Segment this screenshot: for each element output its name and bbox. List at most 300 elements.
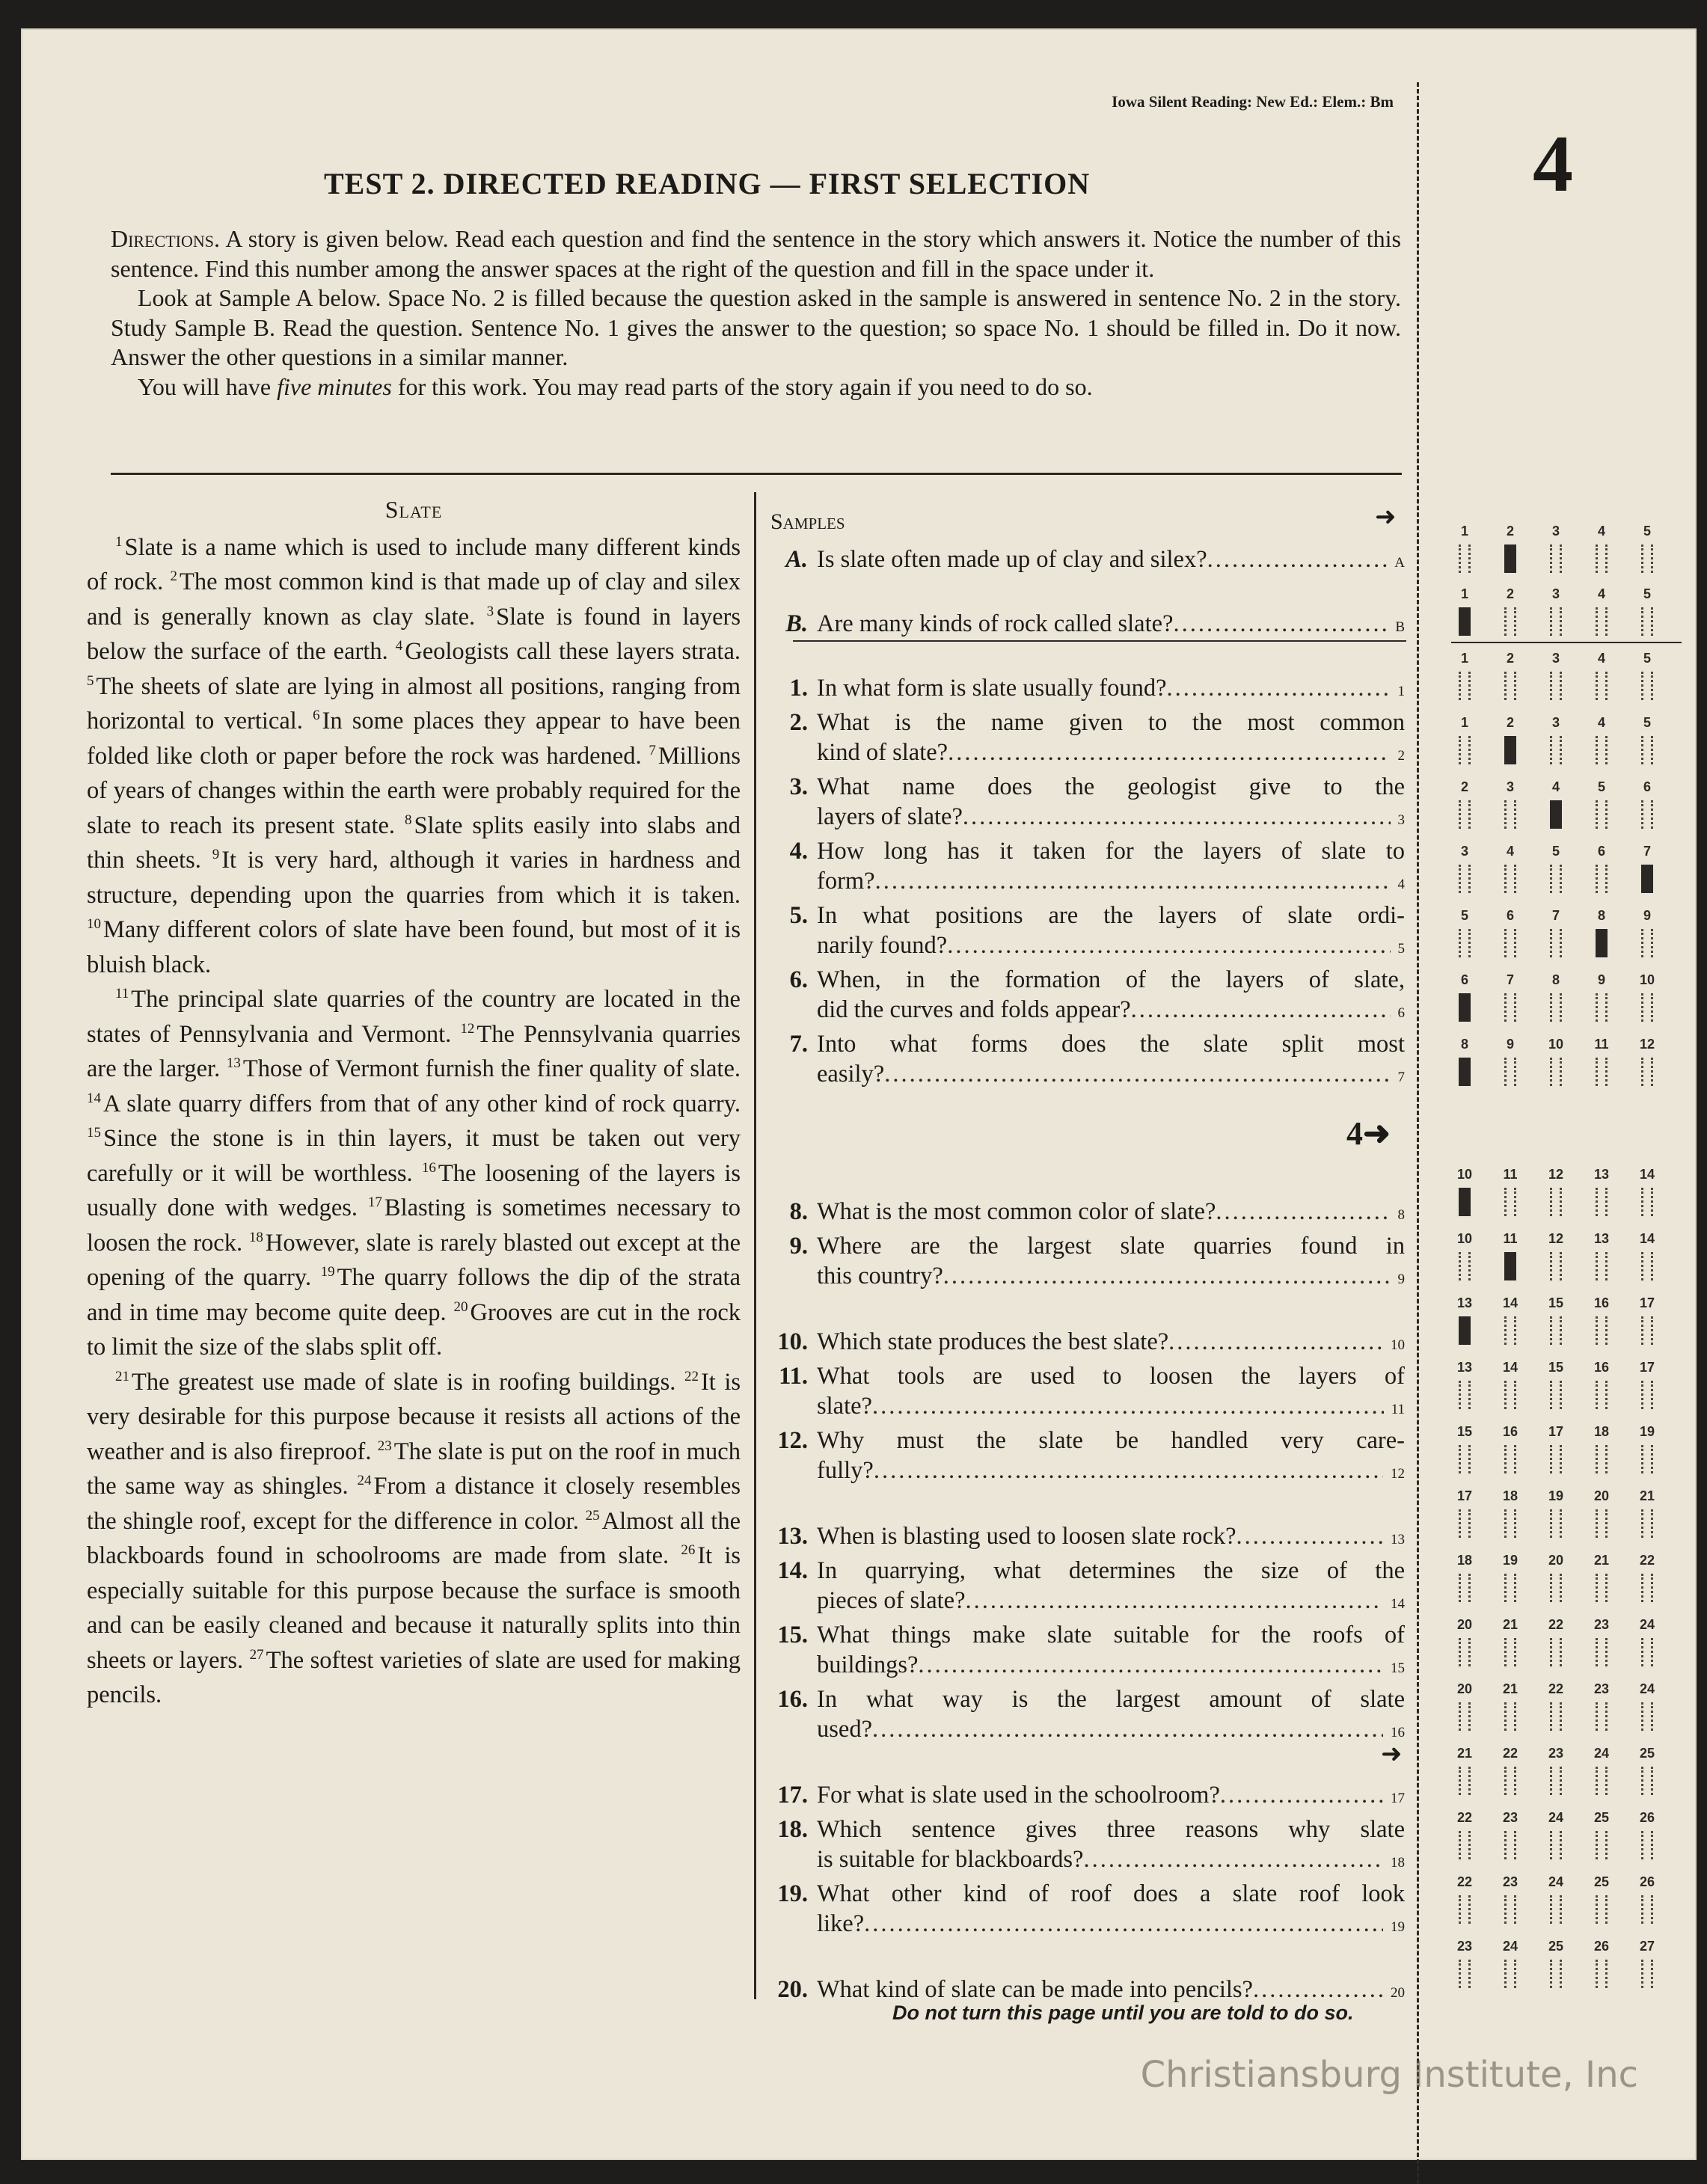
answer-bubble[interactable] bbox=[1641, 1574, 1653, 1602]
answer-space[interactable] bbox=[1542, 651, 1587, 703]
answer-bubble[interactable] bbox=[1459, 1960, 1471, 1988]
answer-space-label: 23 bbox=[1502, 1874, 1518, 1889]
answer-space[interactable] bbox=[1634, 1617, 1679, 1669]
answer-space[interactable] bbox=[1588, 1231, 1633, 1283]
answer-space[interactable] bbox=[1497, 1553, 1542, 1605]
answer-space[interactable] bbox=[1497, 1167, 1542, 1219]
answer-bubble[interactable] bbox=[1641, 1252, 1653, 1280]
answer-space-label: 1 bbox=[1460, 651, 1468, 666]
question-number: 13. bbox=[777, 1523, 808, 1550]
answer-space[interactable] bbox=[1542, 1939, 1587, 1991]
answer-bubble[interactable] bbox=[1596, 1638, 1608, 1666]
answer-bubble[interactable] bbox=[1641, 736, 1653, 764]
answer-space[interactable] bbox=[1588, 651, 1633, 703]
answer-bubble[interactable] bbox=[1641, 1188, 1653, 1216]
answer-space[interactable] bbox=[1634, 524, 1679, 576]
answer-ref: 11 bbox=[1391, 1402, 1405, 1417]
answer-space-label: 23 bbox=[1548, 1746, 1564, 1761]
answer-bubble[interactable] bbox=[1596, 865, 1608, 893]
answer-space-label: 23 bbox=[1456, 1939, 1473, 1954]
answer-bubble[interactable] bbox=[1459, 1316, 1471, 1345]
answer-space-label: 14 bbox=[1502, 1295, 1518, 1310]
answer-space[interactable] bbox=[1451, 1874, 1496, 1927]
answer-bubble[interactable] bbox=[1641, 1058, 1653, 1086]
answer-space[interactable] bbox=[1451, 1681, 1496, 1734]
answer-space[interactable] bbox=[1451, 908, 1496, 960]
answer-space-label: 21 bbox=[1502, 1617, 1518, 1632]
answer-space[interactable] bbox=[1588, 1939, 1633, 1991]
sentence-number: 5 bbox=[87, 672, 94, 689]
answer-bubble[interactable] bbox=[1550, 607, 1562, 636]
answer-space[interactable] bbox=[1451, 1295, 1496, 1348]
answer-space[interactable] bbox=[1588, 1617, 1633, 1669]
answer-ref: 17 bbox=[1391, 1791, 1405, 1806]
answer-bubble[interactable] bbox=[1550, 1252, 1562, 1280]
sentence: The most common kind is that made up of clay and silex and is generally known as clay slate. bbox=[87, 568, 741, 631]
answer-space[interactable] bbox=[1588, 908, 1633, 960]
answer-space[interactable] bbox=[1497, 1939, 1542, 1991]
answer-space[interactable] bbox=[1451, 651, 1496, 703]
answer-space[interactable] bbox=[1542, 1167, 1587, 1219]
answer-bubble[interactable] bbox=[1596, 1509, 1608, 1538]
answer-space-label: 21 bbox=[1502, 1681, 1518, 1696]
answer-bubble[interactable] bbox=[1596, 1960, 1608, 1988]
answer-bubble[interactable] bbox=[1459, 1895, 1471, 1924]
answer-bubble[interactable] bbox=[1504, 1702, 1516, 1731]
answer-space-label: 13 bbox=[1593, 1167, 1610, 1182]
answer-space[interactable] bbox=[1451, 1037, 1496, 1089]
answer-bubble[interactable] bbox=[1550, 1895, 1562, 1924]
answer-space-label: 11 bbox=[1503, 1167, 1518, 1182]
answer-bubble[interactable] bbox=[1459, 1381, 1471, 1409]
answer-space[interactable] bbox=[1451, 1939, 1496, 1991]
answer-space-label: 5 bbox=[1643, 715, 1651, 730]
answer-bubble[interactable] bbox=[1459, 1188, 1471, 1216]
question-number: 4. bbox=[789, 838, 808, 865]
answer-bubble[interactable] bbox=[1504, 1960, 1516, 1988]
answer-bubble[interactable] bbox=[1596, 1058, 1608, 1086]
answer-bubble[interactable] bbox=[1459, 1058, 1471, 1086]
answer-space[interactable] bbox=[1634, 586, 1679, 639]
answer-space[interactable] bbox=[1451, 1488, 1496, 1541]
answer-space-label: 3 bbox=[1551, 651, 1560, 666]
answer-space[interactable] bbox=[1497, 908, 1542, 960]
answer-space[interactable] bbox=[1588, 844, 1633, 896]
answer-space[interactable] bbox=[1542, 1617, 1587, 1669]
answer-space[interactable] bbox=[1497, 1424, 1542, 1476]
answer-space[interactable] bbox=[1497, 586, 1542, 639]
answer-bubble[interactable] bbox=[1550, 1509, 1562, 1538]
answer-space[interactable] bbox=[1634, 844, 1679, 896]
answer-space[interactable] bbox=[1497, 715, 1542, 767]
answer-bubble[interactable] bbox=[1641, 1767, 1653, 1795]
answer-bubble[interactable] bbox=[1641, 1316, 1653, 1345]
answer-bubble[interactable] bbox=[1641, 1960, 1653, 1988]
sentence: Blasting is sometimes necessary to loosen the rock. bbox=[87, 1194, 741, 1257]
answer-bubble[interactable] bbox=[1504, 1831, 1516, 1859]
answer-bubble[interactable] bbox=[1504, 736, 1516, 764]
answer-space[interactable] bbox=[1588, 1553, 1633, 1605]
answer-space[interactable] bbox=[1588, 1488, 1633, 1541]
answer-space[interactable] bbox=[1542, 779, 1587, 832]
answer-bubble[interactable] bbox=[1504, 1767, 1516, 1795]
answer-space[interactable] bbox=[1542, 1231, 1587, 1283]
story-paragraph bbox=[87, 1365, 741, 1713]
answer-bubble[interactable] bbox=[1641, 607, 1653, 636]
answer-space[interactable] bbox=[1634, 1167, 1679, 1219]
answer-space[interactable] bbox=[1497, 1488, 1542, 1541]
answer-space[interactable] bbox=[1451, 1360, 1496, 1412]
question-number: B. bbox=[785, 610, 808, 637]
answer-space[interactable] bbox=[1588, 1167, 1633, 1219]
sentence: The slate is put on the roof in much the same way as shingles. bbox=[87, 1438, 741, 1500]
answer-bubble[interactable] bbox=[1459, 545, 1471, 573]
answer-space[interactable] bbox=[1588, 972, 1633, 1025]
answer-space[interactable] bbox=[1451, 1617, 1496, 1669]
answer-space[interactable] bbox=[1634, 1746, 1679, 1798]
answer-bubble[interactable] bbox=[1504, 1058, 1516, 1086]
answer-bubble[interactable] bbox=[1459, 865, 1471, 893]
answer-bubble[interactable] bbox=[1504, 929, 1516, 957]
answer-space[interactable] bbox=[1588, 586, 1633, 639]
sentence: From a distance it closely resembles the shingle roof, except for the difference in color. bbox=[87, 1473, 741, 1535]
sentence-number: 16 bbox=[421, 1159, 436, 1176]
answer-bubble[interactable] bbox=[1504, 1316, 1516, 1345]
answer-bubble[interactable] bbox=[1459, 1252, 1471, 1280]
answer-bubble[interactable] bbox=[1596, 1252, 1608, 1280]
sentence-number: 2 bbox=[170, 568, 177, 585]
sentence-number: 7 bbox=[649, 742, 656, 758]
answer-space[interactable] bbox=[1497, 972, 1542, 1025]
answer-space[interactable] bbox=[1634, 1681, 1679, 1734]
answer-bubble[interactable] bbox=[1596, 1831, 1608, 1859]
answer-bubble[interactable] bbox=[1596, 929, 1608, 957]
answer-space[interactable] bbox=[1542, 844, 1587, 896]
answer-row bbox=[1451, 1939, 1676, 1991]
answer-bubble[interactable] bbox=[1459, 1509, 1471, 1538]
answer-space[interactable] bbox=[1542, 1037, 1587, 1089]
answer-bubble[interactable] bbox=[1596, 1381, 1608, 1409]
answer-bubble[interactable] bbox=[1550, 1574, 1562, 1602]
question-number: 14. bbox=[777, 1557, 808, 1584]
answer-bubble[interactable] bbox=[1641, 1895, 1653, 1924]
answer-bubble[interactable] bbox=[1596, 736, 1608, 764]
answer-space[interactable] bbox=[1634, 1810, 1679, 1862]
answer-space[interactable] bbox=[1634, 715, 1679, 767]
answer-space[interactable] bbox=[1634, 1231, 1679, 1283]
answer-space[interactable] bbox=[1497, 524, 1542, 576]
answer-space[interactable] bbox=[1451, 1424, 1496, 1476]
answer-bubble[interactable] bbox=[1459, 1767, 1471, 1795]
sentence-number: 14 bbox=[87, 1090, 101, 1106]
answer-bubble[interactable] bbox=[1550, 1960, 1562, 1988]
sentence-number: 17 bbox=[367, 1194, 382, 1211]
answer-ref: 7 bbox=[1397, 1070, 1405, 1085]
answer-bubble[interactable] bbox=[1459, 1638, 1471, 1666]
answer-space[interactable] bbox=[1542, 1553, 1587, 1605]
answer-space[interactable] bbox=[1542, 1681, 1587, 1734]
answer-space-label: 2 bbox=[1460, 779, 1468, 794]
answer-bubble[interactable] bbox=[1596, 1895, 1608, 1924]
answer-bubble[interactable] bbox=[1504, 1895, 1516, 1924]
answer-space[interactable] bbox=[1497, 1746, 1542, 1798]
answer-space-label: 3 bbox=[1551, 715, 1560, 730]
answer-space[interactable] bbox=[1634, 1424, 1679, 1476]
answer-bubble[interactable] bbox=[1504, 1574, 1516, 1602]
answer-bubble[interactable] bbox=[1641, 1702, 1653, 1731]
answer-space-label: 24 bbox=[1639, 1617, 1655, 1632]
answer-space[interactable] bbox=[1588, 1810, 1633, 1862]
answer-space[interactable] bbox=[1497, 1617, 1542, 1669]
answer-bubble[interactable] bbox=[1641, 1831, 1653, 1859]
answer-space-label: 6 bbox=[1643, 779, 1651, 794]
answer-bubble[interactable] bbox=[1550, 1638, 1562, 1666]
answer-ref: B bbox=[1395, 619, 1405, 635]
answer-space[interactable] bbox=[1588, 1295, 1633, 1348]
answer-space[interactable] bbox=[1497, 1360, 1542, 1412]
answer-bubble[interactable] bbox=[1550, 1767, 1562, 1795]
answer-space[interactable] bbox=[1451, 586, 1496, 639]
answer-space[interactable] bbox=[1542, 1488, 1587, 1541]
answer-space-label: 13 bbox=[1593, 1231, 1610, 1246]
story-paragraphs bbox=[87, 530, 741, 1713]
answer-bubble[interactable] bbox=[1459, 800, 1471, 829]
answer-space-label: 9 bbox=[1597, 972, 1605, 987]
answer-bubble[interactable] bbox=[1641, 1509, 1653, 1538]
answer-space-label: 21 bbox=[1456, 1746, 1473, 1761]
answer-bubble[interactable] bbox=[1504, 1445, 1516, 1473]
answer-space-label: 17 bbox=[1639, 1360, 1655, 1375]
answer-bubble[interactable] bbox=[1596, 800, 1608, 829]
answer-space[interactable] bbox=[1588, 1424, 1633, 1476]
answer-space[interactable] bbox=[1497, 779, 1542, 832]
answer-space[interactable] bbox=[1451, 779, 1496, 832]
sentence-number: 20 bbox=[453, 1298, 468, 1315]
answer-space-label: 10 bbox=[1639, 972, 1655, 987]
answer-bubble[interactable] bbox=[1459, 929, 1471, 957]
answer-bubble[interactable] bbox=[1504, 865, 1516, 893]
answer-bubble[interactable] bbox=[1596, 1702, 1608, 1731]
answer-bubble[interactable] bbox=[1504, 1188, 1516, 1216]
question-number: 1. bbox=[789, 675, 808, 702]
answer-space[interactable] bbox=[1542, 972, 1587, 1025]
answer-space[interactable] bbox=[1634, 1037, 1679, 1089]
answer-space-label: 20 bbox=[1548, 1553, 1564, 1568]
answer-bubble[interactable] bbox=[1504, 1381, 1516, 1409]
answer-bubble[interactable] bbox=[1596, 1445, 1608, 1473]
answer-bubble[interactable] bbox=[1641, 672, 1653, 700]
answer-bubble[interactable] bbox=[1504, 607, 1516, 636]
answer-space[interactable] bbox=[1451, 1167, 1496, 1219]
answer-bubble[interactable] bbox=[1550, 1381, 1562, 1409]
answer-space[interactable] bbox=[1634, 1488, 1679, 1541]
answer-row bbox=[1451, 1295, 1676, 1348]
answer-space[interactable] bbox=[1497, 1874, 1542, 1927]
answer-space[interactable] bbox=[1588, 1037, 1633, 1089]
answer-space[interactable] bbox=[1542, 1746, 1587, 1798]
answer-bubble[interactable] bbox=[1459, 1445, 1471, 1473]
answer-bubble[interactable] bbox=[1550, 1445, 1562, 1473]
answer-space[interactable] bbox=[1634, 1939, 1679, 1991]
answer-space[interactable] bbox=[1634, 779, 1679, 832]
answer-space[interactable] bbox=[1542, 715, 1587, 767]
answer-bubble[interactable] bbox=[1550, 929, 1562, 957]
answer-space[interactable] bbox=[1497, 1810, 1542, 1862]
answer-bubble[interactable] bbox=[1596, 607, 1608, 636]
answer-row bbox=[1451, 1681, 1676, 1734]
sentence-number: 23 bbox=[377, 1438, 392, 1454]
samples-label: Samples bbox=[770, 509, 845, 534]
answer-bubble[interactable] bbox=[1641, 545, 1653, 573]
arrow-right-icon: ➜ bbox=[1375, 503, 1397, 531]
question-number: 17. bbox=[777, 1782, 808, 1809]
answer-row bbox=[1451, 1874, 1676, 1927]
answer-space-label: 5 bbox=[1643, 586, 1651, 601]
answer-bubble[interactable] bbox=[1504, 800, 1516, 829]
answer-bubble[interactable] bbox=[1459, 1702, 1471, 1731]
answer-space-label: 17 bbox=[1639, 1295, 1655, 1310]
answer-space[interactable] bbox=[1588, 1360, 1633, 1412]
answer-bubble[interactable] bbox=[1641, 1638, 1653, 1666]
answer-space[interactable] bbox=[1542, 1424, 1587, 1476]
answer-space[interactable] bbox=[1451, 524, 1496, 576]
answer-bubble[interactable] bbox=[1504, 1638, 1516, 1666]
answer-space[interactable] bbox=[1542, 1360, 1587, 1412]
answer-bubble[interactable] bbox=[1504, 1252, 1516, 1280]
answer-bubble[interactable] bbox=[1550, 1702, 1562, 1731]
answer-space-label: 12 bbox=[1548, 1167, 1564, 1182]
answer-bubble[interactable] bbox=[1459, 736, 1471, 764]
answer-bubble[interactable] bbox=[1459, 993, 1471, 1022]
answer-space[interactable] bbox=[1634, 908, 1679, 960]
answer-ref: 6 bbox=[1397, 1005, 1405, 1021]
answer-bubble[interactable] bbox=[1550, 1058, 1562, 1086]
answer-bubble[interactable] bbox=[1550, 993, 1562, 1022]
answer-space-label: 18 bbox=[1502, 1488, 1518, 1503]
answer-space-label: 24 bbox=[1639, 1681, 1655, 1696]
answer-bubble[interactable] bbox=[1459, 607, 1471, 636]
answer-bubble[interactable] bbox=[1596, 1188, 1608, 1216]
column-divider bbox=[754, 492, 756, 1999]
answer-space[interactable] bbox=[1588, 1681, 1633, 1734]
answer-space[interactable] bbox=[1497, 1295, 1542, 1348]
answer-space[interactable] bbox=[1634, 1874, 1679, 1927]
answer-space[interactable] bbox=[1588, 779, 1633, 832]
answer-bubble[interactable] bbox=[1641, 993, 1653, 1022]
sentence-number: 10 bbox=[87, 916, 101, 933]
answer-space[interactable] bbox=[1542, 524, 1587, 576]
answer-space[interactable] bbox=[1451, 1553, 1496, 1605]
answer-bubble[interactable] bbox=[1550, 1316, 1562, 1345]
answer-space[interactable] bbox=[1542, 1810, 1587, 1862]
answer-bubble[interactable] bbox=[1596, 993, 1608, 1022]
answer-space[interactable] bbox=[1542, 908, 1587, 960]
answer-row bbox=[1451, 524, 1676, 576]
answer-space[interactable] bbox=[1451, 972, 1496, 1025]
answer-bubble[interactable] bbox=[1550, 1188, 1562, 1216]
answer-bubble[interactable] bbox=[1641, 1445, 1653, 1473]
answer-space[interactable] bbox=[1542, 586, 1587, 639]
answer-bubble[interactable] bbox=[1459, 672, 1471, 700]
answer-space[interactable] bbox=[1497, 844, 1542, 896]
answer-space[interactable] bbox=[1497, 1037, 1542, 1089]
answer-space[interactable] bbox=[1451, 844, 1496, 896]
answer-bubble[interactable] bbox=[1459, 1574, 1471, 1602]
answer-space[interactable] bbox=[1542, 1874, 1587, 1927]
answer-space[interactable] bbox=[1634, 1553, 1679, 1605]
answer-bubble[interactable] bbox=[1550, 672, 1562, 700]
answer-bubble[interactable] bbox=[1596, 672, 1608, 700]
sentence: It is especially suitable for this purpose because the surface is smooth and can be easily cleaned and because it naturally splits into thin sheets or layers. bbox=[87, 1542, 741, 1674]
answer-bubble[interactable] bbox=[1596, 545, 1608, 573]
answer-ref: 12 bbox=[1391, 1466, 1405, 1482]
sentence: Slate splits easily into slabs and thin sheets. bbox=[87, 812, 741, 874]
answer-bubble[interactable] bbox=[1550, 865, 1562, 893]
answer-bubble[interactable] bbox=[1504, 545, 1516, 573]
answer-space[interactable] bbox=[1588, 1874, 1633, 1927]
answer-space-label: 10 bbox=[1456, 1167, 1473, 1182]
test-title: TEST 2. DIRECTED READING — FIRST SELECTION bbox=[324, 167, 1091, 200]
question-number: 15. bbox=[777, 1622, 808, 1648]
answer-space[interactable] bbox=[1451, 1231, 1496, 1283]
answer-bubble[interactable] bbox=[1641, 800, 1653, 829]
answer-space-label: 12 bbox=[1639, 1037, 1655, 1052]
answer-space[interactable] bbox=[1451, 715, 1496, 767]
answer-bubble[interactable] bbox=[1596, 1574, 1608, 1602]
answer-space[interactable] bbox=[1588, 1746, 1633, 1798]
answer-bubble[interactable] bbox=[1550, 545, 1562, 573]
answer-space[interactable] bbox=[1542, 1295, 1587, 1348]
answer-space[interactable] bbox=[1497, 651, 1542, 703]
answer-space[interactable] bbox=[1634, 972, 1679, 1025]
question-number: 2. bbox=[789, 709, 808, 736]
answer-bubble[interactable] bbox=[1550, 736, 1562, 764]
answer-bubble[interactable] bbox=[1641, 929, 1653, 957]
answer-bubble[interactable] bbox=[1550, 800, 1562, 829]
answer-space[interactable] bbox=[1451, 1746, 1496, 1798]
answer-space[interactable] bbox=[1588, 715, 1633, 767]
answer-space-label: 5 bbox=[1643, 651, 1651, 666]
sentence: Geologists call these layers strata. bbox=[405, 638, 741, 665]
answer-space[interactable] bbox=[1634, 1360, 1679, 1412]
answer-bubble[interactable] bbox=[1504, 993, 1516, 1022]
answer-bubble[interactable] bbox=[1641, 865, 1653, 893]
answer-space[interactable] bbox=[1497, 1231, 1542, 1283]
answer-space-label: 22 bbox=[1639, 1553, 1655, 1568]
answer-space-label: 20 bbox=[1456, 1681, 1473, 1696]
answer-space-label: 24 bbox=[1548, 1874, 1564, 1889]
answer-space[interactable] bbox=[1634, 1295, 1679, 1348]
answer-space-label: 14 bbox=[1639, 1167, 1655, 1182]
answer-space[interactable] bbox=[1497, 1681, 1542, 1734]
answer-space[interactable] bbox=[1451, 1810, 1496, 1862]
answer-space[interactable] bbox=[1634, 651, 1679, 703]
answer-bubble[interactable] bbox=[1550, 1831, 1562, 1859]
answer-bubble[interactable] bbox=[1504, 672, 1516, 700]
answer-bubble[interactable] bbox=[1596, 1767, 1608, 1795]
answer-bubble[interactable] bbox=[1504, 1509, 1516, 1538]
answer-space-label: 25 bbox=[1593, 1874, 1610, 1889]
question-number: 11. bbox=[779, 1363, 808, 1390]
directions-p2: Look at Sample A below. Space No. 2 is filled because the question asked in the sample is answered in sentence No. 2 in the story. Study Sample B. Read the question. Sentence No. 1 gives the answer to the question; so space No. 1 should be filled in. Do it now. Answer the other questions in a similar manner. bbox=[111, 284, 1401, 370]
answer-bubble[interactable] bbox=[1596, 1316, 1608, 1345]
answer-bubble[interactable] bbox=[1459, 1831, 1471, 1859]
answer-column-divider bbox=[1417, 82, 1419, 2184]
answer-space[interactable] bbox=[1588, 524, 1633, 576]
answer-ref: 13 bbox=[1391, 1532, 1405, 1547]
sentence: The greatest use made of slate is in roofing buildings. bbox=[132, 1368, 676, 1396]
answer-bubble[interactable] bbox=[1641, 1381, 1653, 1409]
